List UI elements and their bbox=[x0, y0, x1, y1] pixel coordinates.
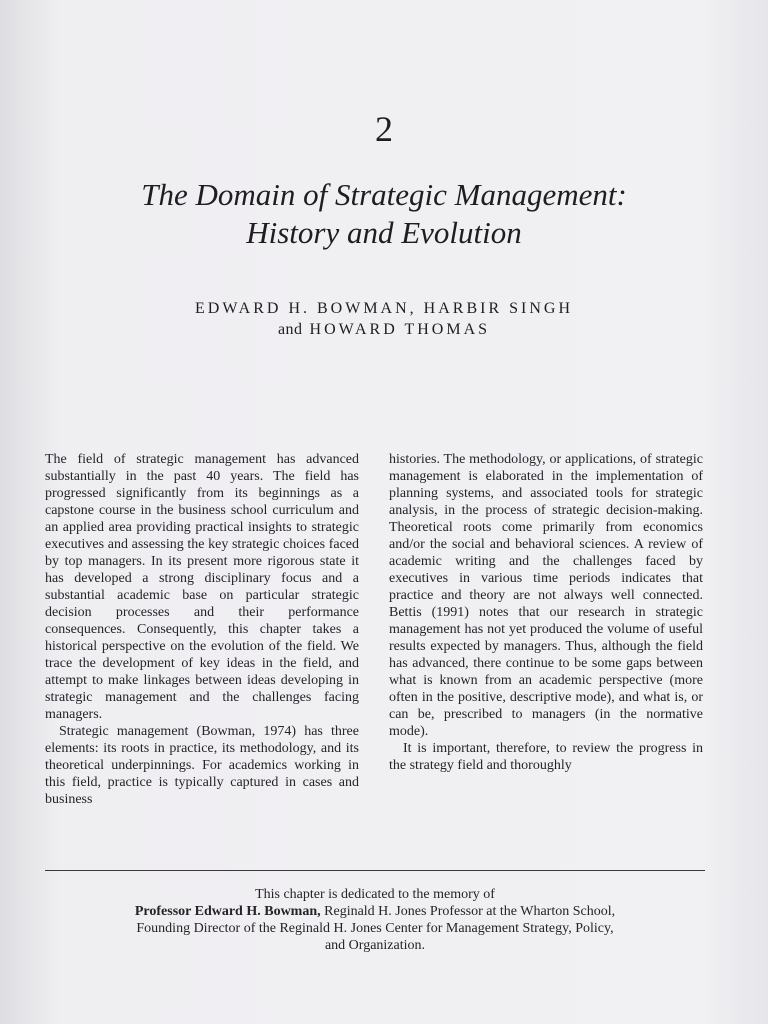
footnote-rule bbox=[45, 870, 705, 871]
chapter-number: 2 bbox=[375, 109, 393, 149]
authors-name-3: HOWARD THOMAS bbox=[309, 321, 491, 338]
dedication-line2 bbox=[45, 903, 705, 920]
dedication-footnote bbox=[45, 886, 705, 954]
dedication-line2-rest: Reginald H. Jones Professor at the Wharton School, bbox=[320, 904, 616, 919]
authors-and: and bbox=[277, 321, 303, 338]
chapter-title bbox=[0, 176, 768, 252]
authors-line1: EDWARD H. BOWMAN, HARBIR SINGH bbox=[195, 300, 573, 317]
chapter-title-line2: History and Evolution bbox=[246, 215, 522, 250]
body-paragraph: Strategic management (Bowman, 1974) has three elements: its roots in practice, its methodology, and its theoretical underpinnings. For academics working in this field, practice is typically captured in cases and business bbox=[45, 724, 359, 807]
dedication-line1: This chapter is dedicated to the memory of bbox=[255, 887, 495, 902]
dedication-name: Professor Edward H. Bowman, bbox=[134, 904, 321, 919]
dedication-line4: and Organization. bbox=[324, 938, 426, 953]
body-paragraph: histories. The methodology, or applications, of strategic management is elaborated in the implementation of planning systems, and associated tools for strategic analysis, in the process of strategic decision-making. Theoretical roots come primarily from economics and/or the social and behavioral sciences. A review of academic writing and the challenges faced by executives in various time periods indicates that practice and theory are not always well connected. Bettis (1991) notes that our research in strategic management has not yet produced the volume of useful results expected by managers. Thus, although the field has advanced, there continue to be some gaps between what is known from an academic perspective (more often in the positive, descriptive mode), and what is, or can be, prescribed to managers (in the normative mode). bbox=[389, 452, 703, 739]
body-column-right bbox=[389, 451, 703, 774]
body-paragraph: The field of strategic management has advanced substantially in the past 40 years. The field has progressed significantly from its beginnings as a capstone course in the business school curriculum and an applied area providing practical insights to strategic executives and assessing the key strategic choices faced by top managers. In its present more rigorous state it has developed a strong disciplinary focus and a substantial academic base on particular strategic decision processes and their performance consequences. Consequently, this chapter takes a historical perspective on the evolution of the field. We trace the development of key ideas in the field, and attempt to make linkages between ideas developing in strategic management and the challenges facing managers. bbox=[45, 452, 359, 722]
chapter-title-line1: The Domain of Strategic Management: bbox=[141, 177, 627, 212]
body-paragraph: It is important, therefore, to review the progress in the strategy field and thoroughly bbox=[389, 741, 703, 773]
dedication-line3: Founding Director of the Reginald H. Jones Center for Management Strategy, Policy, bbox=[136, 921, 614, 936]
authors-line2 bbox=[0, 319, 768, 340]
body-column-left bbox=[45, 451, 359, 808]
author-block bbox=[0, 298, 768, 340]
